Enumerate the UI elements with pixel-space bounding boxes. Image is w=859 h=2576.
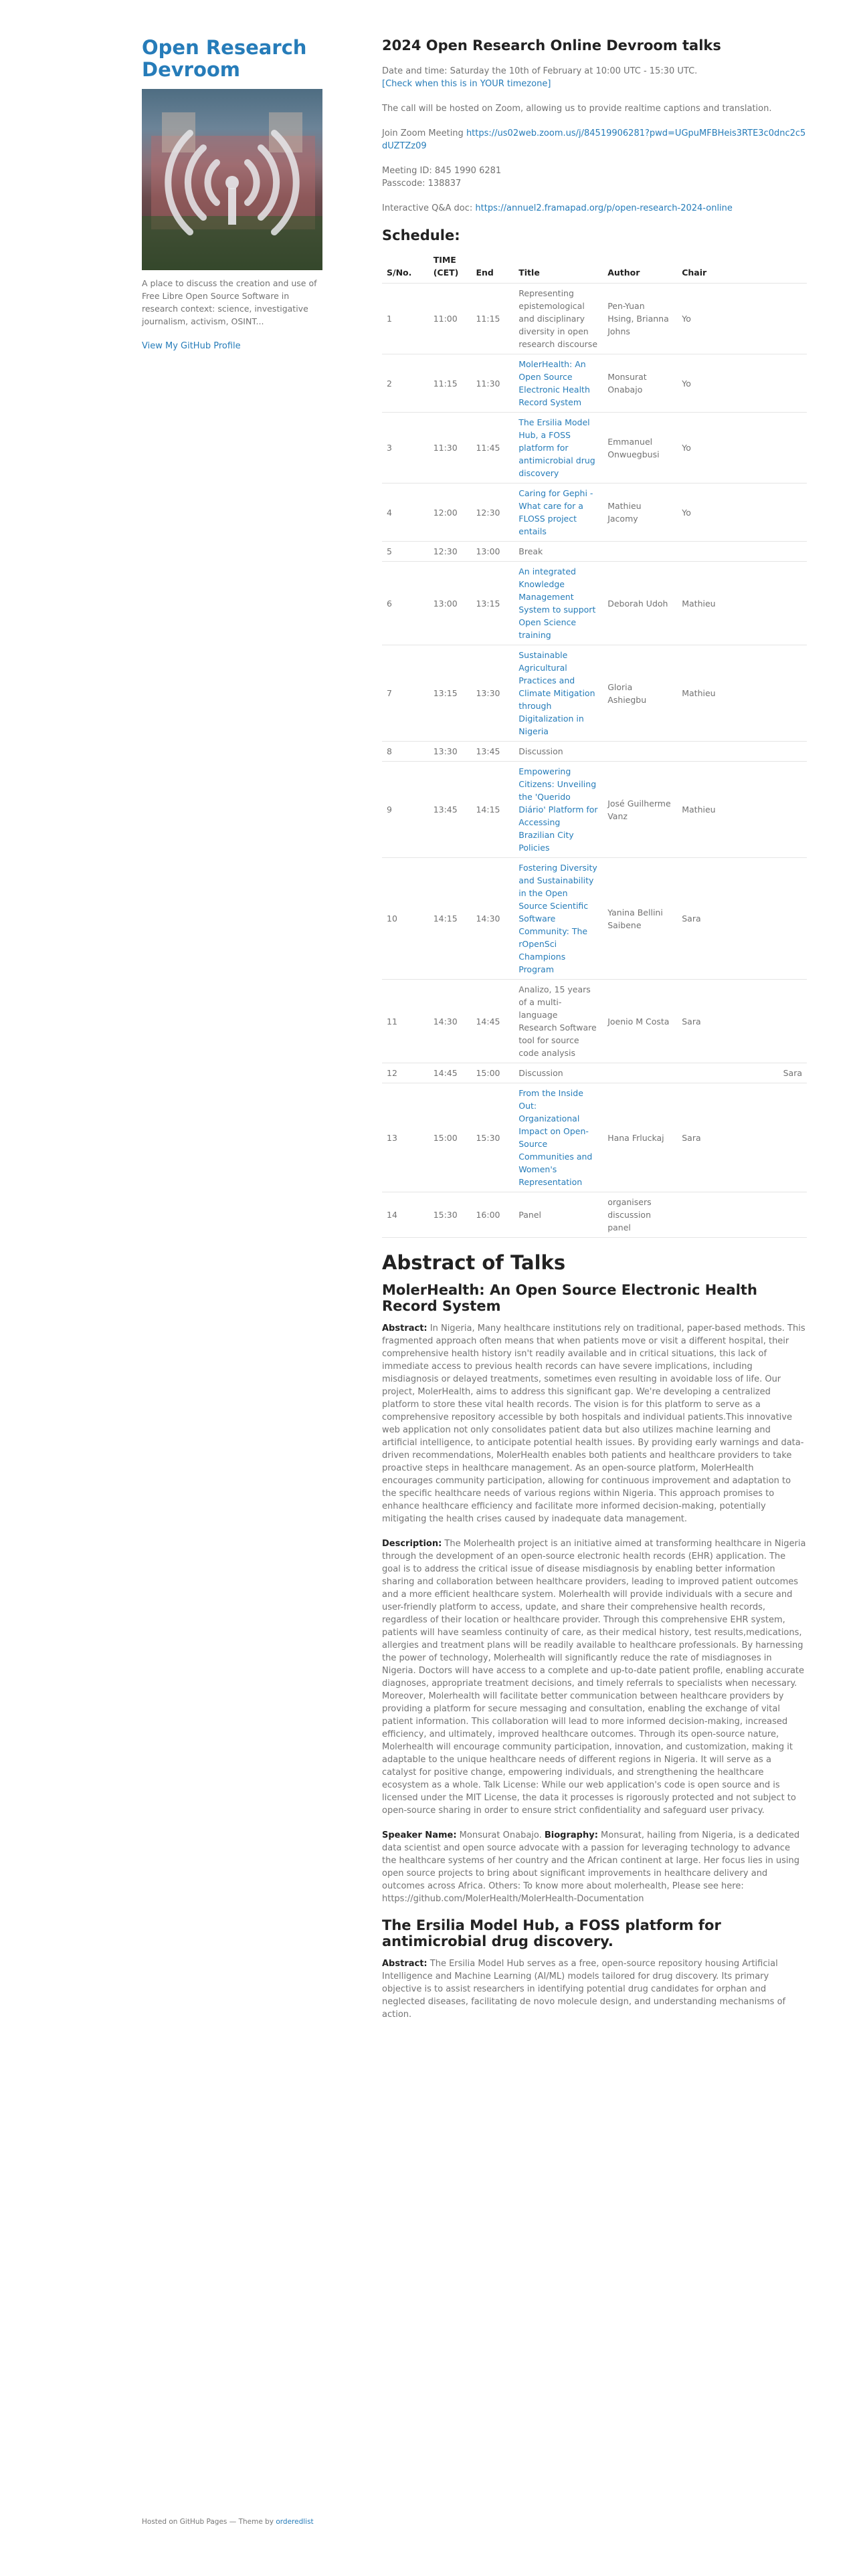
table-row [382,484,807,542]
cell-end-time: 15:00 [471,1063,514,1083]
cell-title: Representing epistemological and disciplinary diversity in open research discourse [514,284,603,354]
cell-no: 12 [382,1063,429,1083]
cell-end-time: 11:15 [471,284,514,354]
cell-author [603,1063,677,1083]
speaker-label: Speaker Name: [382,1830,457,1840]
abstract-text: In Nigeria, Many healthcare institutions rely on traditional, paper-based methods. This fragmented approach often means that when patients move or visit a different hospital, their comprehensive health history isn't readily available and in critical situations, this lack of immediate access to previous health records can have severe implications, including misdiagnosis or delayed treatments, sometimes even resulting in avoidable loss of life. Our project, MolerHealth, aims to address this significant gap. We're developing a centralized platform to store these vital health records. The vision is for this platform to serve as a comprehensive repository accessible by both hospitals and individual patients.This innovative web application not only consolidates patient data but also utilizes machine learning and artificial intelligence, to anticipate potential health issues. By providing early warnings and data-driven recommendations, MolerHealth enables both patients and healthcare providers to take proactive steps in healthcare management. As an open-source platform, MolerHealth encourages community participation, allowing for continuous improvement and adaptation to the specific healthcare needs of various regions within Nigeria. This approach promises to enhance healthcare efficiency and facilitate more informed decision-making, potentially mitigating the health crises caused by inadequate data management. [382,1323,805,1524]
cell-extra [741,742,807,762]
table-row [382,1083,807,1192]
cell-author: Emmanuel Onwuegbusi [603,413,677,484]
abstract-label: Abstract: [382,1959,427,1969]
talk-link[interactable]: MolerHealth: An Open Source Electronic Health Record System [518,359,590,407]
cell-extra [741,542,807,562]
table-row [382,562,807,645]
cell-start-time: 11:00 [429,284,472,354]
table-row [382,762,807,858]
cell-start-time: 13:45 [429,762,472,858]
site-description: A place to discuss the creation and use of Free Libre Open Source Software in research context: science, investigative journalism, activism, OSINT... [142,278,317,326]
cell-start-time: 11:15 [429,354,472,413]
talk-link[interactable]: Fostering Diversity and Sustainability in the Open Source Scientific Software Community: The rOpenSci Champions Program [518,863,597,974]
col-header-no: S/No. [382,251,429,284]
talk-abstract [382,1322,807,1525]
bio-label: Biography: [544,1830,598,1840]
cell-extra [741,562,807,645]
cell-chair [677,542,741,562]
cell-author: Monsurat Onabajo [603,354,677,413]
cell-start-time: 12:30 [429,542,472,562]
abstract-label: Abstract: [382,1323,427,1333]
cell-start-time: 13:15 [429,645,472,742]
cell-no: 14 [382,1192,429,1238]
cell-end-time: 11:30 [471,354,514,413]
qa-paragraph [382,202,807,215]
cell-author: Deborah Udoh [603,562,677,645]
schedule-header-row [382,251,807,284]
talk-link[interactable]: Caring for Gephi - What care for a FLOSS project entails [518,488,593,536]
cell-chair: Yo [677,284,741,354]
cell-no: 7 [382,645,429,742]
cell-title: Discussion [514,742,603,762]
bio-text: Monsurat, hailing from Nigeria, is a dedicated data scientist and open source advocate with a passion for leveraging technology to advance the healthcare systems of her country and the African continent at large. Her focus lies in using open source projects to bring about significant improvements in healthcare delivery and outcomes across Africa. Others: To know more about molerhealth, Please see here: https://github.com/MolerHealth/MolerHealth-Documentation [382,1830,800,1904]
cell-end-time: 15:30 [471,1083,514,1192]
github-profile-link[interactable]: View My GitHub Profile [142,341,241,351]
cell-author: Mathieu Jacomy [603,484,677,542]
col-header-extra [741,251,807,284]
talk-link[interactable]: From the Inside Out: Organizational Impact on Open-Source Communities and Women's Representation [518,1088,593,1187]
cell-extra [741,1192,807,1238]
cell-extra [741,858,807,980]
description-text: The Molerhealth project is an initiative aimed at transforming healthcare in Nigeria through the development of an open-source electronic health records (EHR) application. The goal is to address the critical issue of disease misdiagnosis by enabling better information sharing and collaboration between healthcare providers, leading to improved patient outcomes and a more efficient healthcare system. Molerhealth will provide individuals with a secure and user-friendly platform to access, update, and share their comprehensive health records, regardless of their location or healthcare provider. Through this comprehensive EHR system, patients will have seamless continuity of care, as their medical history, test results,medications, allergies and treatment plans will be readily available to healthcare professionals. By harnessing the power of technology, Molerhealth will significantly reduce the rate of misdiagnoses in Nigeria. Doctors will have access to a complete and up-to-date patient profile, enabling accurate diagnoses, appropriate treatment decisions, and timely referrals to specialists when necessary. Moreover, Molerhealth will facilitate better communication between healthcare providers by providing a platform for secure messaging and consultation, enabling the exchange of vital patient information. This collaboration will lead to more informed decision-making, increased efficiency, and ultimately, improved healthcare outcomes. Through its open-source nature, Molerhealth will encourage community participation, innovation, and customization, making it adaptable to the unique healthcare needs of different regions in Nigeria. It will serve as a catalyst for positive change, empowering individuals, and strengthening the healthcare ecosystem as a whole. Talk License: While our web application's code is open source and is licensed under the MIT License, the data it processes is rigorously protected and not subject to open-source sharing in order to ensure strict confidentiality and safeguard user privacy. [382,1539,806,1816]
cell-end-time: 11:45 [471,413,514,484]
zoom-join-paragraph [382,127,807,152]
schedule-heading: Schedule: [382,227,460,243]
cell-chair: Sara [677,1083,741,1192]
cell-extra [741,284,807,354]
cell-no: 9 [382,762,429,858]
col-header-end: End [471,251,514,284]
site-title[interactable]: Open Research Devroom [142,36,307,81]
cell-no: 11 [382,980,429,1063]
abstracts-heading: Abstract of Talks [382,1251,566,1274]
cell-no: 2 [382,354,429,413]
col-header-author: Author [603,251,677,284]
cell-chair [677,1063,741,1083]
footer [142,2516,314,2529]
cell-extra [741,645,807,742]
cell-chair: Yo [677,484,741,542]
talk-abstract-ersilia [382,1957,807,2021]
cell-end-time: 16:00 [471,1192,514,1238]
cell-start-time: 15:00 [429,1083,472,1192]
cell-no: 8 [382,742,429,762]
cell-end-time: 14:45 [471,980,514,1063]
cell-start-time: 13:00 [429,562,472,645]
abstract-text: The Ersilia Model Hub serves as a free, open-source repository housing Artificial Intelligence and Machine Learning (AI/ML) models tailored for drug discovery. Its primary objective is to assist researchers in identifying potential drug candidates for orphan and neglected diseases, facilitating de novo molecule design, and understanding mechanisms of action. [382,1959,786,2020]
talk-title-ersilia: The Ersilia Model Hub, a FOSS platform for antimicrobial drug discovery. [382,1917,721,1949]
table-row [382,413,807,484]
meeting-credentials [382,165,807,190]
table-row [382,354,807,413]
cell-end-time: 14:15 [471,762,514,858]
cell-extra [741,980,807,1063]
logo-art [142,89,322,270]
datetime-text: Date and time: Saturday the 10th of February at 10:00 UTC - 15:30 UTC. [382,66,698,76]
speaker-name: Monsurat Onabajo. [456,1830,545,1840]
zoom-meeting-link[interactable]: https://us02web.zoom.us/j/84519906281?pwd=UGpuMFBHeis3RTE3c0dnc2c5dUZTZz09 [382,128,806,151]
cell-author: Gloria Ashiegbu [603,645,677,742]
cell-no: 10 [382,858,429,980]
cell-start-time: 14:45 [429,1063,472,1083]
cell-end-time: 13:30 [471,645,514,742]
qa-label: Interactive Q&A doc: [382,203,476,213]
cell-title [514,858,603,980]
schedule-body [382,284,807,1238]
passcode: Passcode: 138837 [382,179,462,189]
talk-speaker [382,1829,807,1905]
cell-author: José Guilherme Vanz [603,762,677,858]
cell-author: organisers discussion panel [603,1192,677,1238]
cell-no: 1 [382,284,429,354]
cell-chair: Mathieu [677,645,741,742]
cell-title: Analizo, 15 years of a multi-language Research Software tool for source code analysis [514,980,603,1063]
join-label: Join Zoom Meeting [382,128,466,138]
cell-start-time: 14:15 [429,858,472,980]
table-row [382,858,807,980]
cell-end-time: 14:30 [471,858,514,980]
meeting-id: Meeting ID: 845 1990 6281 [382,166,502,176]
cell-chair: Yo [677,413,741,484]
cell-extra: Sara [741,1063,807,1083]
cell-title [514,562,603,645]
cell-start-time: 14:30 [429,980,472,1063]
description-label: Description: [382,1539,442,1549]
sidebar [142,37,322,352]
cell-end-time: 12:30 [471,484,514,542]
cell-no: 4 [382,484,429,542]
table-row [382,542,807,562]
cell-author: Joenio M Costa [603,980,677,1063]
table-row [382,645,807,742]
devroom-logo-image [142,89,322,270]
talk-link[interactable]: Empowering Citizens: Unveiling the 'Querido Diário' Platform for Accessing Brazilian City Policies [518,766,598,853]
talk-link[interactable]: Sustainable Agricultural Practices and Climate Mitigation through Digitalization in Nigeria [518,650,595,736]
table-row [382,980,807,1063]
cell-author [603,742,677,762]
cell-title: Discussion [514,1063,603,1083]
cell-extra [741,762,807,858]
cell-chair: Mathieu [677,562,741,645]
cell-no: 3 [382,413,429,484]
talk-title-molerhealth: MolerHealth: An Open Source Electronic Health Record System [382,1282,757,1314]
zoom-info: The call will be hosted on Zoom, allowing us to provide realtime captions and translation. [382,104,772,114]
datetime-paragraph [382,65,807,90]
table-row [382,742,807,762]
cell-author: Hana Frluckaj [603,1083,677,1192]
cell-start-time: 15:30 [429,1192,472,1238]
cell-title [514,354,603,413]
talk-description [382,1537,807,1817]
table-row [382,1063,807,1083]
cell-title: Break [514,542,603,562]
cell-start-time: 12:00 [429,484,472,542]
cell-author [603,542,677,562]
footer-text: Hosted on GitHub Pages — Theme by [142,2518,276,2526]
cell-title [514,484,603,542]
timezone-link[interactable]: [Check when this is in YOUR timezone] [382,79,551,89]
col-header-time: TIME (CET) [429,251,472,284]
cell-chair [677,1192,741,1238]
cell-no: 5 [382,542,429,562]
main-content [382,37,807,2033]
theme-link[interactable]: orderedlist [276,2518,314,2526]
col-header-title: Title [514,251,603,284]
page-title: 2024 Open Research Online Devroom talks [382,37,721,53]
cell-start-time: 13:30 [429,742,472,762]
cell-extra [741,1083,807,1192]
cell-title: Panel [514,1192,603,1238]
schedule-table [382,251,807,1238]
qa-doc-link[interactable]: https://annuel2.framapad.org/p/open-research-2024-online [475,203,733,213]
cell-extra [741,413,807,484]
table-row [382,284,807,354]
cell-end-time: 13:45 [471,742,514,762]
cell-author: Pen-Yuan Hsing, Brianna Johns [603,284,677,354]
cell-title [514,1083,603,1192]
cell-title [514,762,603,858]
cell-end-time: 13:00 [471,542,514,562]
cell-chair: Yo [677,354,741,413]
cell-author: Yanina Bellini Saibene [603,858,677,980]
cell-chair: Sara [677,858,741,980]
table-row [382,1192,807,1238]
talk-link[interactable]: The Ersilia Model Hub, a FOSS platform for antimicrobial drug discovery [518,417,595,478]
cell-chair: Sara [677,980,741,1063]
cell-extra [741,354,807,413]
cell-title [514,413,603,484]
cell-no: 6 [382,562,429,645]
cell-no: 13 [382,1083,429,1192]
cell-start-time: 11:30 [429,413,472,484]
cell-title [514,645,603,742]
col-header-chair: Chair [677,251,741,284]
cell-chair [677,742,741,762]
cell-chair: Mathieu [677,762,741,858]
talk-link[interactable]: An integrated Knowledge Management System to support Open Science training [518,566,596,640]
cell-end-time: 13:15 [471,562,514,645]
cell-extra [741,484,807,542]
